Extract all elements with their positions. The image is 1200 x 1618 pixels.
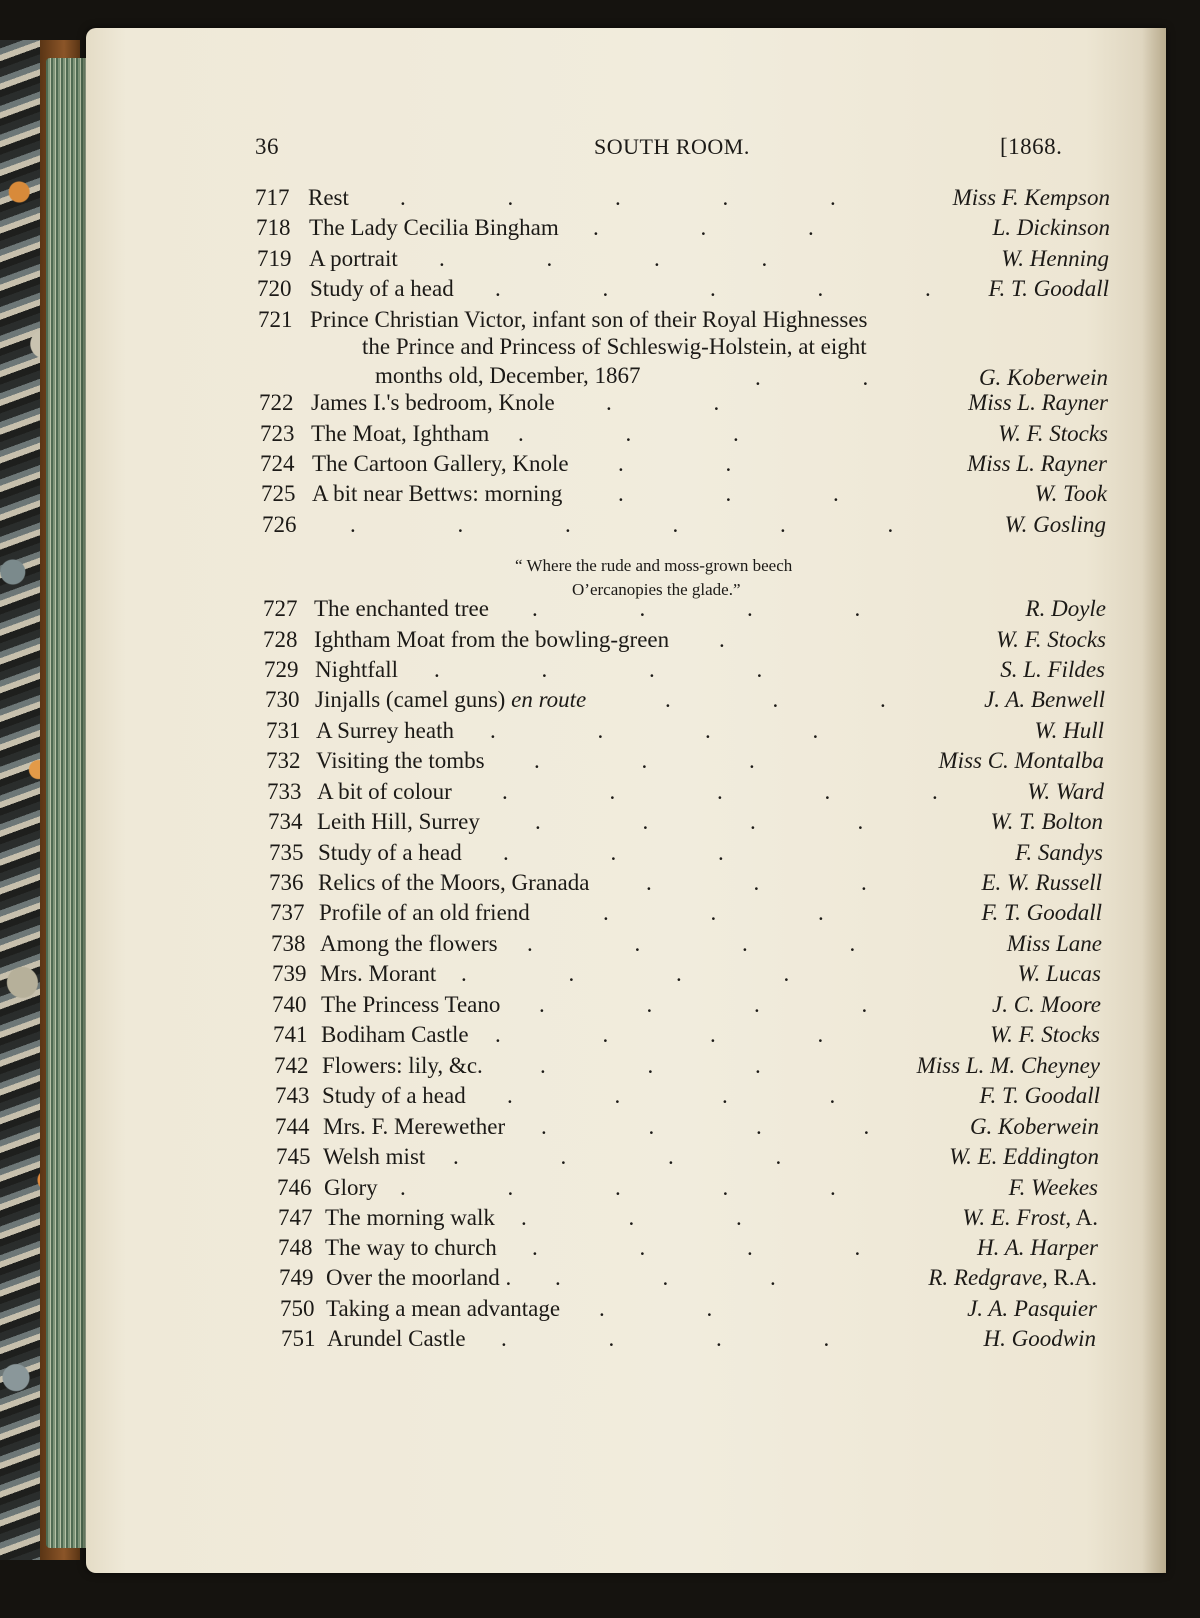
leader-dots: . . — [599, 1296, 761, 1321]
entry-title-text: A bit of colour — [317, 779, 452, 804]
artist-name — [981, 870, 1102, 896]
artist-name — [1027, 779, 1104, 805]
leader-dots: . . . . — [453, 1144, 830, 1169]
leader-dots: . — [719, 627, 773, 652]
leader-dots: . . . — [555, 1265, 824, 1290]
entry-title-text: The morning walk — [325, 1205, 495, 1230]
artist-name-text: W. F. Stocks — [996, 627, 1106, 652]
artist-name-text: R. Doyle — [1025, 596, 1106, 621]
leader-dots: . . . . . . — [350, 512, 942, 537]
entry-title-text: Visiting the tombs — [316, 748, 485, 773]
entry-number: 738 — [271, 931, 306, 956]
entry-title-text: Arundel Castle — [327, 1326, 466, 1351]
leader-dots: . . — [755, 365, 917, 390]
entry-number: 749 — [279, 1265, 314, 1290]
year-heading: [1868. — [1000, 134, 1063, 159]
entry-title — [310, 276, 454, 302]
catalogue-entry — [0, 627, 1200, 657]
entry-title — [317, 809, 480, 835]
leader-dots: . . . — [618, 481, 887, 506]
catalogue-entry — [0, 276, 1200, 306]
artist-honour: R.A. — [1047, 1265, 1097, 1290]
catalogue-entry — [0, 1053, 1200, 1083]
entry-title-text: Nightfall — [315, 657, 399, 682]
artist-name — [962, 1205, 1098, 1231]
entry-number: 724 — [260, 451, 295, 476]
leader-dots: . . — [618, 451, 780, 476]
entry-title — [308, 185, 349, 211]
entry-title — [316, 748, 485, 774]
artist-name — [984, 1326, 1096, 1352]
entry-number: 750 — [280, 1296, 315, 1321]
artist-name-text: S. L. Fildes — [1000, 657, 1105, 682]
catalogue-entry — [0, 687, 1200, 717]
artist-name-text: W. Ward — [1027, 779, 1104, 804]
leader-dots: . . — [606, 390, 768, 415]
catalogue-entry — [0, 1083, 1200, 1113]
entry-title — [311, 421, 489, 447]
entry-title-text: The way to church — [325, 1235, 497, 1260]
catalogue-entry — [0, 840, 1200, 870]
catalogue-entry — [0, 421, 1200, 451]
leader-dots: . . . . — [434, 657, 811, 682]
artist-name — [991, 809, 1103, 835]
catalogue-entry — [0, 748, 1200, 778]
artist-name-text: Miss C. Montalba — [938, 748, 1104, 773]
artist-name — [1035, 718, 1104, 744]
entry-title-continuation: the Prince and Princess of Schleswig-Holstein, at eight — [362, 334, 867, 359]
entry-title — [324, 1175, 378, 1201]
entry-title — [312, 481, 562, 507]
artist-name — [1009, 1175, 1098, 1201]
artist-name — [977, 1235, 1098, 1261]
entry-title — [309, 215, 559, 241]
catalogue-entry — [0, 512, 1200, 542]
leader-dots: . . . . — [532, 1235, 909, 1260]
artist-name — [990, 1022, 1100, 1048]
catalogue-entry — [0, 451, 1200, 481]
artist-name-text: Miss L. Rayner — [968, 390, 1108, 415]
entry-title — [317, 779, 452, 805]
entry-number: 719 — [257, 246, 292, 271]
entry-number: 721 — [258, 307, 293, 332]
entry-number: 726 — [262, 512, 297, 537]
artist-name-text: R. Redgrave, — [928, 1265, 1048, 1290]
artist-name-text: F. Sandys — [1015, 840, 1103, 865]
artist-name-text: Miss Lane — [1006, 931, 1102, 956]
catalogue-entry — [0, 779, 1200, 809]
artist-name-text: F. T. Goodall — [981, 900, 1102, 925]
artist-name — [992, 215, 1110, 241]
leader-dots: . . . — [503, 840, 772, 865]
entry-number: 746 — [277, 1175, 312, 1200]
catalogue-entry — [0, 1175, 1200, 1205]
entry-title-text: Taking a mean advantage — [326, 1296, 561, 1321]
entry-number: 735 — [269, 840, 304, 865]
artist-name — [1001, 246, 1109, 272]
entry-number: 743 — [275, 1083, 310, 1108]
leader-dots: . . . . — [541, 1114, 918, 1139]
entry-title-text: Study of a head — [318, 840, 462, 865]
leader-dots: . . . — [665, 687, 934, 712]
entry-number: 737 — [270, 900, 305, 925]
catalogue-entry — [0, 1265, 1200, 1295]
entry-title-text: Among the flowers — [320, 931, 498, 956]
artist-name-text: G. Koberwein — [969, 1114, 1099, 1139]
leader-dots: . . . . — [535, 809, 912, 834]
entry-number: 745 — [276, 1144, 311, 1169]
catalogue-entry — [0, 185, 1200, 215]
artist-name — [928, 1265, 1097, 1291]
artist-name-text: J. A. Benwell — [984, 687, 1105, 712]
catalogue-entry — [0, 961, 1200, 991]
artist-name — [1035, 481, 1107, 507]
entry-title — [326, 1296, 560, 1322]
artist-name — [939, 748, 1104, 774]
artist-name-text: W. Lucas — [1017, 961, 1101, 986]
artist-name — [984, 687, 1105, 713]
entry-number: 727 — [263, 596, 298, 621]
entry-number: 732 — [266, 748, 301, 773]
entry-title — [327, 1326, 466, 1352]
artist-honour: A. — [1071, 1205, 1098, 1230]
entry-number: 723 — [260, 421, 295, 446]
entry-number: 725 — [261, 481, 296, 506]
entry-number: 736 — [269, 870, 304, 895]
leader-dots: . . . . — [490, 718, 867, 743]
entry-number: 729 — [264, 657, 299, 682]
entry-title-continuation: months old, December, 1867 — [375, 363, 641, 388]
entry-title-text: Leith Hill, Surrey — [317, 809, 480, 834]
artist-name — [1005, 512, 1106, 538]
leader-dots: . . . . — [495, 1022, 872, 1047]
entry-title — [318, 870, 589, 896]
artist-name-text: W. F. Stocks — [998, 421, 1108, 446]
artist-name-text: Miss L. M. Cheyney — [916, 1053, 1100, 1078]
artist-name-text: J. A. Pasquier — [967, 1296, 1097, 1321]
entry-title-text: Jinjalls (camel guns) — [315, 687, 512, 712]
entry-title-text: Study of a head — [322, 1083, 466, 1108]
catalogue-entry — [0, 870, 1200, 900]
entry-title-text: Over the moorland . — [326, 1265, 512, 1290]
entry-number: 720 — [257, 276, 292, 301]
entry-title — [316, 718, 454, 744]
artist-name-text: F. T. Goodall — [979, 1083, 1100, 1108]
artist-name-text: W. T. Bolton — [990, 809, 1103, 834]
entry-number: 747 — [278, 1205, 313, 1230]
entry-title-text: Bodiham Castle — [321, 1022, 469, 1047]
entry-title — [314, 596, 489, 622]
artist-name — [968, 390, 1108, 416]
entry-title — [325, 1235, 497, 1261]
catalogue-entry — [0, 1326, 1200, 1356]
artist-name — [996, 627, 1106, 653]
artist-name — [967, 451, 1107, 477]
leader-dots: . . . — [534, 748, 803, 773]
catalogue-entry — [0, 1235, 1200, 1265]
catalogue-entry — [0, 481, 1200, 511]
entry-title-text: A bit near Bettws: morning — [312, 481, 563, 506]
entry-title — [320, 931, 498, 957]
artist-name-text: W. Henning — [1001, 246, 1109, 271]
artist-name-text: L. Dickinson — [992, 215, 1110, 240]
entry-title-text: Study of a head — [310, 276, 454, 301]
catalogue-entry — [0, 992, 1200, 1022]
leader-dots: . . . . — [527, 931, 904, 956]
artist-name-text: Miss F. Kempson — [952, 185, 1110, 210]
entry-number: 740 — [272, 992, 307, 1017]
entry-number: 734 — [268, 809, 303, 834]
catalogue-entry — [0, 215, 1200, 245]
artist-name-text: J. C. Moore — [991, 992, 1101, 1017]
section-title: SOUTH ROOM. — [594, 134, 750, 159]
entry-title-text: Welsh mist — [323, 1144, 426, 1169]
artist-name-text: W. E. Frost, — [962, 1205, 1072, 1230]
catalogue-entry — [0, 246, 1200, 276]
entry-title — [323, 1114, 505, 1140]
artist-name-text: W. F. Stocks — [990, 1022, 1100, 1047]
artist-name — [1007, 931, 1102, 957]
entry-title — [323, 1144, 425, 1170]
artist-name — [949, 1144, 1099, 1170]
artist-name-text: W. E. Eddington — [949, 1144, 1099, 1169]
entry-title-text: Prince Christian Victor, infant son of their Royal Highnesses — [310, 307, 868, 332]
leader-dots: . . . . . — [400, 185, 884, 210]
catalogue-entry — [0, 596, 1200, 626]
leader-dots: . . . . — [539, 992, 916, 1017]
artist-name-text: W. Hull — [1034, 718, 1104, 743]
entry-title-text: Glory — [324, 1175, 378, 1200]
leader-dots: . . . . — [461, 961, 838, 986]
entry-title-text: Rest — [308, 185, 349, 210]
entry-title — [315, 687, 586, 713]
epigraph-line: O’ercanopies the glade.” — [572, 580, 741, 599]
leader-dots: . . . . — [532, 596, 909, 621]
entry-title-text: Relics of the Moors, Granada — [318, 870, 590, 895]
entry-number: 741 — [273, 1022, 308, 1047]
artist-name — [1000, 657, 1105, 683]
entry-number: 722 — [259, 390, 294, 415]
entry-title — [309, 246, 398, 272]
artist-name-text: E. W. Russell — [981, 870, 1102, 895]
entry-number: 730 — [265, 687, 300, 712]
artist-name-text: H. A. Harper — [977, 1235, 1098, 1260]
catalogue-entry — [0, 1205, 1200, 1235]
page-number: 36 — [255, 134, 279, 159]
catalogue-entry — [0, 1114, 1200, 1144]
artist-name — [979, 365, 1108, 391]
entry-title-text: Mrs. Morant — [320, 961, 437, 986]
artist-name-text: G. Koberwein — [978, 365, 1108, 390]
entry-title — [322, 1083, 466, 1109]
entry-title — [311, 390, 555, 416]
artist-name — [917, 1053, 1100, 1079]
catalogue-entry — [0, 718, 1200, 748]
leader-dots: . . . — [646, 870, 915, 895]
artist-name — [970, 1114, 1099, 1140]
leader-dots: . . . — [518, 421, 787, 446]
entry-title — [322, 1053, 483, 1079]
entry-title — [314, 627, 669, 653]
entry-number: 728 — [263, 627, 298, 652]
leader-dots: . . . . — [439, 246, 816, 271]
artist-name — [992, 992, 1101, 1018]
artist-name — [1015, 840, 1103, 866]
artist-name-text: F. Weekes — [1008, 1175, 1098, 1200]
leader-dots: . . . — [540, 1053, 809, 1078]
entry-number: 739 — [272, 961, 307, 986]
artist-name — [981, 900, 1102, 926]
artist-name — [953, 185, 1110, 211]
entry-title — [310, 307, 868, 333]
catalogue-entry — [0, 390, 1200, 420]
entry-title-text: Flowers: lily, &c. — [322, 1053, 483, 1078]
entry-title-text: The Cartoon Gallery, Knole — [312, 451, 569, 476]
entry-title-text: A Surrey heath — [316, 718, 454, 743]
entry-number: 731 — [266, 718, 301, 743]
leader-dots: . . . — [593, 215, 862, 240]
artist-name — [1026, 596, 1106, 622]
leader-dots: . . . . — [507, 1083, 884, 1108]
entry-title — [320, 961, 436, 987]
catalogue-entry — [0, 657, 1200, 687]
entry-title — [312, 451, 569, 477]
leader-dots: . . . — [603, 900, 872, 925]
artist-name-text: W. Gosling — [1004, 512, 1106, 537]
artist-name — [988, 276, 1109, 302]
entry-title-text: Profile of an old friend — [319, 900, 530, 925]
entry-title — [315, 657, 398, 683]
entry-title-text: The Lady Cecilia Bingham — [309, 215, 559, 240]
artist-name-text: H. Goodwin — [983, 1326, 1096, 1351]
artist-name — [1018, 961, 1102, 987]
entry-number: 748 — [278, 1235, 313, 1260]
entry-title — [318, 840, 462, 866]
artist-name-text: W. Took — [1034, 481, 1107, 506]
entry-number: 744 — [275, 1114, 310, 1139]
entry-number: 718 — [256, 215, 291, 240]
artist-name — [998, 421, 1108, 447]
artist-name-text: Miss L. Rayner — [967, 451, 1107, 476]
entry-title-italic: en route — [511, 687, 587, 712]
leader-dots: . . . — [521, 1205, 790, 1230]
artist-name-text: F. T. Goodall — [988, 276, 1109, 301]
catalogue-entry — [0, 1144, 1200, 1174]
epigraph-line: “ Where the rude and moss-grown beech — [515, 556, 793, 575]
leader-dots: . . . . . — [400, 1175, 884, 1200]
entry-title-text: The Moat, Ightham — [311, 421, 490, 446]
entry-title-text: Ightham Moat from the bowling-green — [314, 627, 670, 652]
catalogue-entry — [0, 931, 1200, 961]
catalogue-entry — [0, 1296, 1200, 1326]
catalogue-entry — [0, 809, 1200, 839]
entry-title-text: James I.'s bedroom, Knole — [311, 390, 555, 415]
artist-name — [967, 1296, 1097, 1322]
entry-title-text: The enchanted tree — [314, 596, 489, 621]
entry-title-text: Mrs. F. Merewether — [323, 1114, 506, 1139]
entry-title — [319, 900, 530, 926]
leader-dots: . . . . — [501, 1326, 878, 1351]
entry-title — [321, 992, 500, 1018]
entry-title-text: The Princess Teano — [321, 992, 501, 1017]
entry-number: 751 — [281, 1326, 316, 1351]
entry-title — [326, 1265, 511, 1291]
entry-title — [321, 1022, 469, 1048]
entry-title-text: A portrait — [309, 246, 398, 271]
entry-number: 742 — [274, 1053, 309, 1078]
catalogue-entry — [0, 900, 1200, 930]
artist-name — [979, 1083, 1100, 1109]
entry-number: 717 — [255, 185, 290, 210]
entry-title — [325, 1205, 495, 1231]
entry-number: 733 — [267, 779, 302, 804]
leader-dots: . . . . . — [495, 276, 979, 301]
leader-dots: . . . . . — [502, 779, 986, 804]
catalogue-entry — [0, 1022, 1200, 1052]
